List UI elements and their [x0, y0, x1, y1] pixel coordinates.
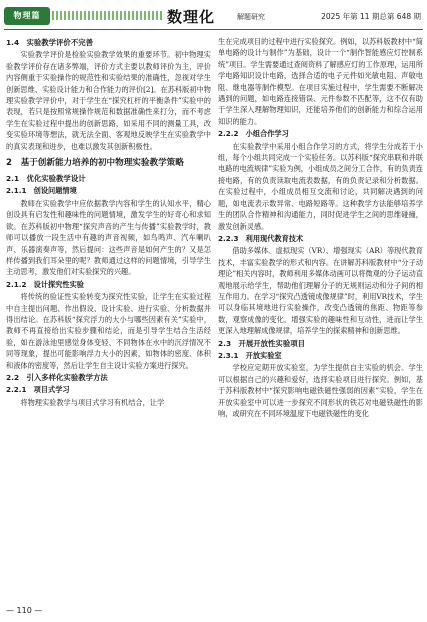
section-2-2-heading: 2.2 引入多样化实验教学方法 — [6, 372, 108, 382]
page-header — [0, 0, 427, 30]
section-2-2-3-heading: 2.2.3 利用现代教育技术 — [218, 233, 304, 243]
section-2-2-1-paragraph: 将物理实验教学与项目式学习有机结合，让学 — [20, 397, 165, 407]
section-logo-badge: 物理篇 — [4, 7, 50, 25]
issue-info: 2025 年第 11 期总第 648 期 — [321, 12, 421, 21]
continued-paragraph: 生在完成项目的过程中进行实验探究。例如，以苏科版教材中“简单电路的设计与制作”为基础，设计一个“制作智能感应灯控制系统”项目。学生需要通过查阅资料了解感应灯的工作原理，运用所学电路知识设计电路，选择合适的电子元件如光敏电阻、声敏电阻、继电器等制作模型。在项目实施过程中，学生需要不断解决遇到的问题，如电路连接错误、元件参数不匹配等，这不仅有助于学生深入理解物理知识，还能培养他们的创新能力和综合运用知识的能力。 — [218, 37, 423, 126]
section-2-heading: 2 基于创新能力培养的初中物理实验教学策略 — [6, 158, 184, 169]
magazine-subtitle: 解题研究 — [237, 13, 265, 21]
section-2-3-1-paragraph: 学校应定期开放实验室，为学生提供自主实验的机会。学生可以根据自己的兴趣和爱好，选择实验项目进行探究。例如，基于苏科版教材中“探究影响电磁铁磁性强弱的因素”实验，学生在开放实验室中可以进一步探究不同形状的铁芯对电磁铁磁性的影响，或研究在不同环境温度下电磁铁磁性的变化 — [218, 363, 423, 418]
section-2-1-heading: 2.1 优化实验教学设计 — [6, 174, 86, 184]
section-2-1-2-paragraph: 将传统的验证性实验转变为探究性实验，让学生在实验过程中自主提出问题、作出假设、设计实验、进行实验、分析数据并得出结论。在苏科版“探究浮力的大小与哪些因素有关”实验中，教师不再直接给出实验步骤和结论，而是引导学生结合生活经验，如在游泳池里感觉身体变轻、不同物体在水中的沉浮情况不同等现象，提出可能影响浮力大小的因素，如物体的密度、体积和液体的密度等，然后让学生自主设计实验方案进行探究。 — [6, 292, 211, 370]
section-1-4-paragraph: 实验教学评价是检验实验教学效果的重要环节。初中物理实验教学评价存在诸多弊端，评价方式主要以教师评价为主，评价内容侧重于实验操作的规范性和实验结果的准确性，忽视对学生创新思维、实验设计能力和合作能力的评价[2]。在苏科版初中物理实验教学评价中，对于学生在“探究杠杆的平衡条件”实验中的表现，若只是按照常规操作规范和数据准确性来打分，而不考虑学生在实验过程中提出的创新思路，如采用不同的测量工具，改变实验环境等想法，就无法全面、客观地反映学生在实验教学中的真实表现和进步，也难以激发其创新积极性。 — [6, 50, 211, 151]
magazine-title: 数理化 — [167, 8, 216, 26]
right-column — [218, 36, 423, 419]
section-1-4-heading: 1.4 实验教学评价不完善 — [6, 38, 93, 47]
decorative-stripe — [52, 11, 164, 20]
section-2-2-2-heading: 2.2.2 小组合作学习 — [218, 129, 289, 139]
section-2-3-1-heading: 2.3.1 开放实验室 — [218, 350, 282, 360]
section-2-2-2-paragraph: 在实验教学中采用小组合作学习的方式，将学生分成若干小组，每个小组共同完成一个实验任务。以苏科版“探究串联和并联电路的电流规律”实验为例，小组成员之间分工合作，有的负责连接电路，有的负责读取电流表数据，有的负责记录和分析数据。在实验过程中，小组成员相互交流和讨论，共同解决遇到的问题，如电流表示数异常、电路短路等。这种教学方法能够培养学生的团队合作精神和沟通能力，同时促进学生之间的思维碰撞，激发创新灵感。 — [218, 141, 423, 231]
left-column — [6, 36, 211, 408]
header-rule — [4, 29, 423, 30]
section-2-1-1-paragraph: 教师在实验教学中应依据教学内容和学生的认知水平，精心创设具有启发性和趣味性的问题情境，激发学生的好奇心和求知欲。在苏科版初中物理“探究声音的产生与传播”实验教学时，教师可以播放一段生活中有趣的声音视频，如鸟鸣声、汽车喇叭声、乐器演奏声等，然后提问：这些声音是如何产生的？又是怎样传播到我们耳朵里的呢？教师通过这样的问题情境，引导学生主动思考，激发他们对实验探究的兴趣。 — [6, 198, 211, 277]
section-2-2-3-paragraph: 借助多媒体、虚拟现实（VR）、增强现实（AR）等现代教育技术，丰富实验教学的形式和内容。在讲解苏科版教材中“分子动理论”相关内容时，教师利用多媒体动画可以将微观的分子运动直观地展示给学生，帮助他们理解分子的无规则运动和分子间的相互作用力。在学习“探究凸透镜成像规律”时，利用VR技术，学生可以身临其境地进行实验操作，改变凸透镜的焦距、物距等参数，观察成像的变化，增强实验的趣味性和互动性，进而让学生更深入地理解成像规律，培养学生的探索精神和创新思维。 — [218, 246, 423, 336]
section-2-1-2-heading: 2.1.2 设计探究性实验 — [6, 279, 84, 289]
page-number: — 110 — — [6, 606, 43, 615]
section-2-3-heading: 2.3 开展开放性实验项目 — [218, 338, 305, 348]
section-2-1-1-heading: 2.1.1 创设问题情境 — [6, 186, 77, 196]
section-2-2-1-heading: 2.2.1 项目式学习 — [6, 385, 70, 395]
